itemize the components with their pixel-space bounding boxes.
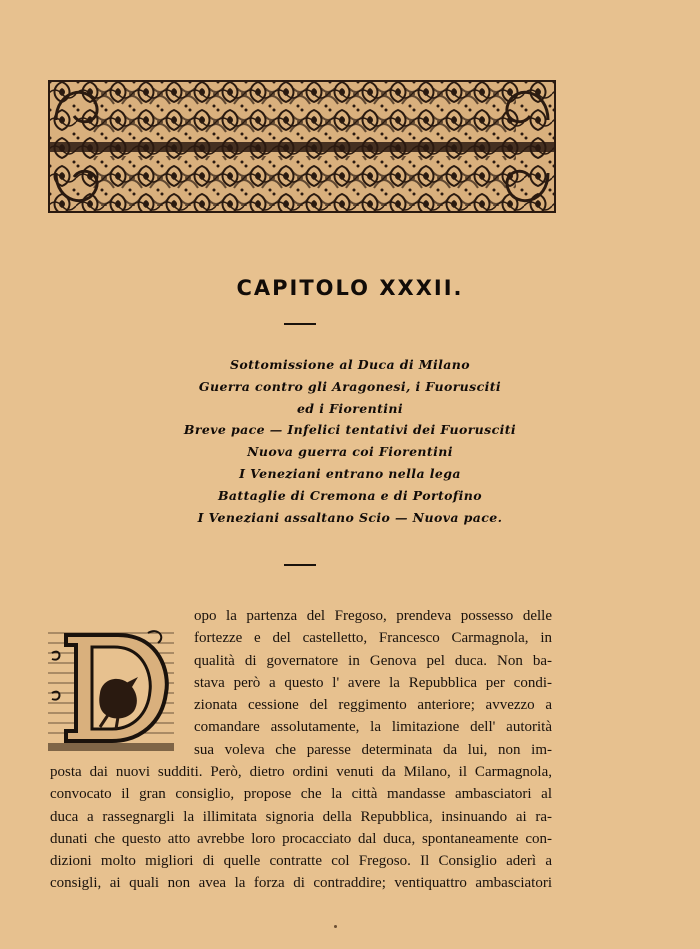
- paragraph-narrow-column: [194, 605, 552, 761]
- summary-rule: [284, 564, 316, 566]
- summary-line: ed i Fiorentini: [296, 400, 404, 416]
- summary-line: I Veneziani entrano nella lega: [239, 465, 461, 481]
- text-line: dunati che questo atto avrebbe loro procacciato dal duca, spontaneamente con-: [50, 830, 552, 847]
- text-line: consigli, ai quali non avea la forza di contraddire; ventiquattro ambasciatori: [50, 875, 552, 892]
- text-line: dizioni molto migliori di quelle contratte col Fregoso. Il Consiglio aderì a: [50, 853, 552, 870]
- text-line: fortezze e del castelletto, Francesco Carmagnola, in: [194, 630, 552, 647]
- summary-line: Battaglie di Cremona e di Portofino: [217, 487, 483, 503]
- summary-line: Guerra contro gli Aragonesi, i Fuorusciti: [198, 378, 502, 394]
- summary-line: Sottomissione al Duca di Milano: [229, 357, 471, 372]
- chapter-summary: [0, 354, 700, 528]
- text-line: zionata cessione del reggimento anteriore; avvezzo a: [194, 697, 552, 714]
- paragraph-wide-column: [50, 761, 552, 895]
- chapter-title: CAPITOLO XXXII.: [236, 276, 464, 300]
- text-line: qualità di governatore in Genova pel duca. Non ba-: [194, 652, 552, 669]
- summary-line: I Veneziani assaltano Scio — Nuova pace.: [197, 509, 503, 525]
- text-line: sua voleva che paresse determinata da lui, non im-: [194, 741, 552, 758]
- decorated-initial-icon: [48, 623, 174, 751]
- page-mark: [334, 925, 337, 928]
- summary-line: Breve pace — Infelici tentativi dei Fuorusciti: [183, 422, 517, 438]
- summary-line: Nuova guerra coi Fiorentini: [247, 444, 453, 460]
- text-line: duca a rassegnargli la illimitata signoria della Repubblica, insinuando ai ra-: [50, 808, 552, 825]
- ornamental-headpiece: [48, 80, 556, 213]
- text-line: comandare assolutamente, la limitazione dell' autorità: [194, 719, 552, 736]
- text-line: posta dai nuovi sudditi. Però, dietro ordini venuti da Milano, il Carmagnola,: [50, 764, 552, 780]
- title-rule: [284, 323, 316, 325]
- text-line: convocato il gran consiglio, propose che la città mandasse ambasciatori al: [50, 786, 552, 803]
- text-line: opo la partenza del Fregoso, prendeva possesso delle: [194, 608, 552, 624]
- text-line: stava però a questo l' avere la Repubblica per condi-: [194, 674, 552, 691]
